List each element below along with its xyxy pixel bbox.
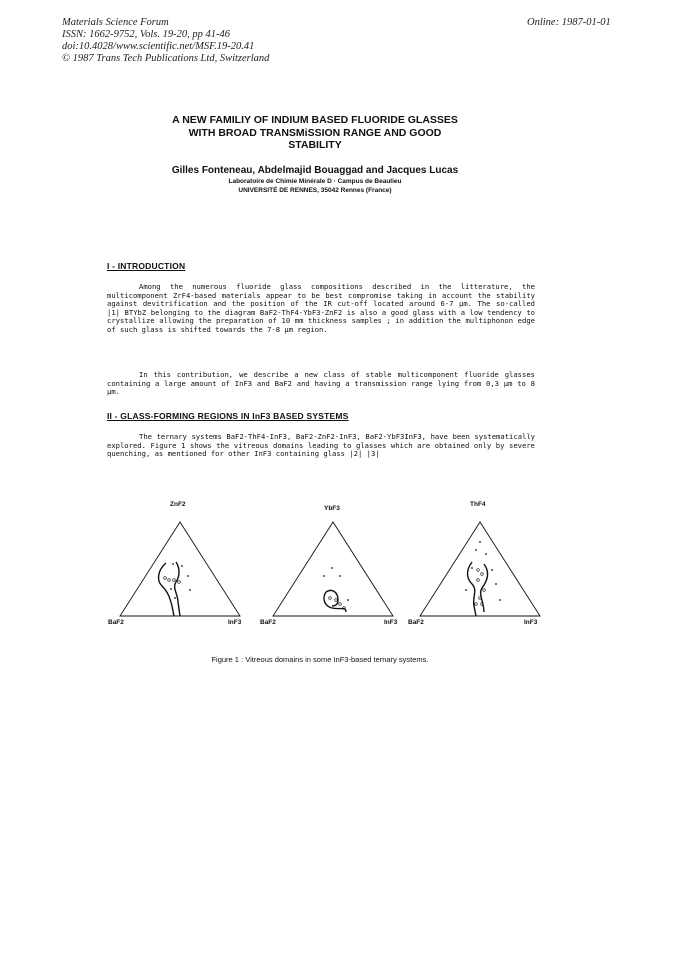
right-label-inf3: InF3 [524,619,538,626]
copyright-line: © 1987 Trans Tech Publications Ltd, Switzerland [62,53,270,64]
section-heading-glass-forming: II - GLASS-FORMING REGIONS IN InF3 BASED SYSTEMS [107,411,349,421]
triangle-outline [420,522,540,616]
paper-title [100,114,530,152]
online-date: Online: 1987-01-01 [527,17,611,28]
journal-name: Materials Science Forum [62,17,169,28]
affiliation-line-2: UNIVERSITÉ DE RENNES, 35042 Rennes (France) [238,187,392,194]
authors: Gilles Fonteneau, Abdelmajid Bouaggad and Jacques Lucas [171,165,459,176]
composition-points [465,541,501,601]
title-line-3: STABILITY [288,139,342,151]
intro-paragraph-2 [107,371,535,397]
triangle-outline [120,522,240,616]
doi-link[interactable]: doi:10.4028/www.scientific.net/MSF.19-20.41 [62,41,255,52]
left-label-baf2: BaF2 [108,619,124,626]
right-label-inf3: InF3 [384,619,398,626]
section-heading-introduction: I - INTRODUCTION [107,261,186,271]
glass-forming-paragraph [107,433,535,459]
figure-caption: Figure 1 : Vitreous domains in some InF3-based ternary systems. [211,655,429,664]
intro-paragraph-2-text: In this contribution, we describe a new class of stable multicomponent fluoride glasses containing a large amount of InF3 and BaF2 and having a transmission range lying from 0,3 µm to 8 µm. [107,370,535,397]
left-label-baf2: BaF2 [408,619,424,626]
journal-header [62,17,269,65]
vitreous-domain-boundary [159,562,180,616]
issn-line: ISSN: 1662-9752, Vols. 19-20, pp 41-46 [62,29,230,40]
title-line-2: WITH BROAD TRANSMiSSION RANGE AND GOOD [188,126,442,139]
left-label-baf2: BaF2 [260,619,276,626]
ternary-diagram-znf2 [108,501,242,626]
intro-paragraph-1 [107,283,535,335]
ternary-diagrams-figure [100,494,550,644]
intro-paragraph-1-text: Among the numerous fluoride glass compositions described in the litterature, the multicomponent ZrF4-based materials appear to be best compromise taking in account the stability against devitrification and the position of the IR cut-off located around 6-7 µm. The so-called |1| BTYbZ belonging to the diagram BaF2-ThF4-YbF3-ZnF2 is also a good glass with a low tendency to crystallize allowing the preparation of 10 mm thickness samples ; in addition the multiphonon edge of such glass is shifted towards the 7-8 µm region. [107,282,535,334]
right-label-inf3: InF3 [228,619,242,626]
composition-points [323,567,349,601]
triangle-outline [273,522,393,616]
apex-label-thf4: ThF4 [470,501,486,508]
apex-label-ybf3: YbF3 [324,505,340,512]
affiliation-line-1: Laboratoire de Chimie Minérale D · Campus de Beaulieu [228,178,402,185]
glass-forming-paragraph-text: The ternary systems BaF2-ThF4-InF3, BaF2-ZnF2-InF3, BaF2-YbF3InF3, have been systematically explored. Figure 1 shows the vitreous domains leading to glasses which are obtained only by severe quenching, as mentioned for other InF3 containing glass |2| |3| [107,432,535,459]
ternary-diagram-ybf3 [260,505,398,626]
apex-label-znf2: ZnF2 [170,501,186,508]
ternary-diagram-thf4 [408,501,540,626]
title-line-1: A NEW FAMILIY OF INDIUM BASED FLUORIDE GLASSES [172,114,458,126]
